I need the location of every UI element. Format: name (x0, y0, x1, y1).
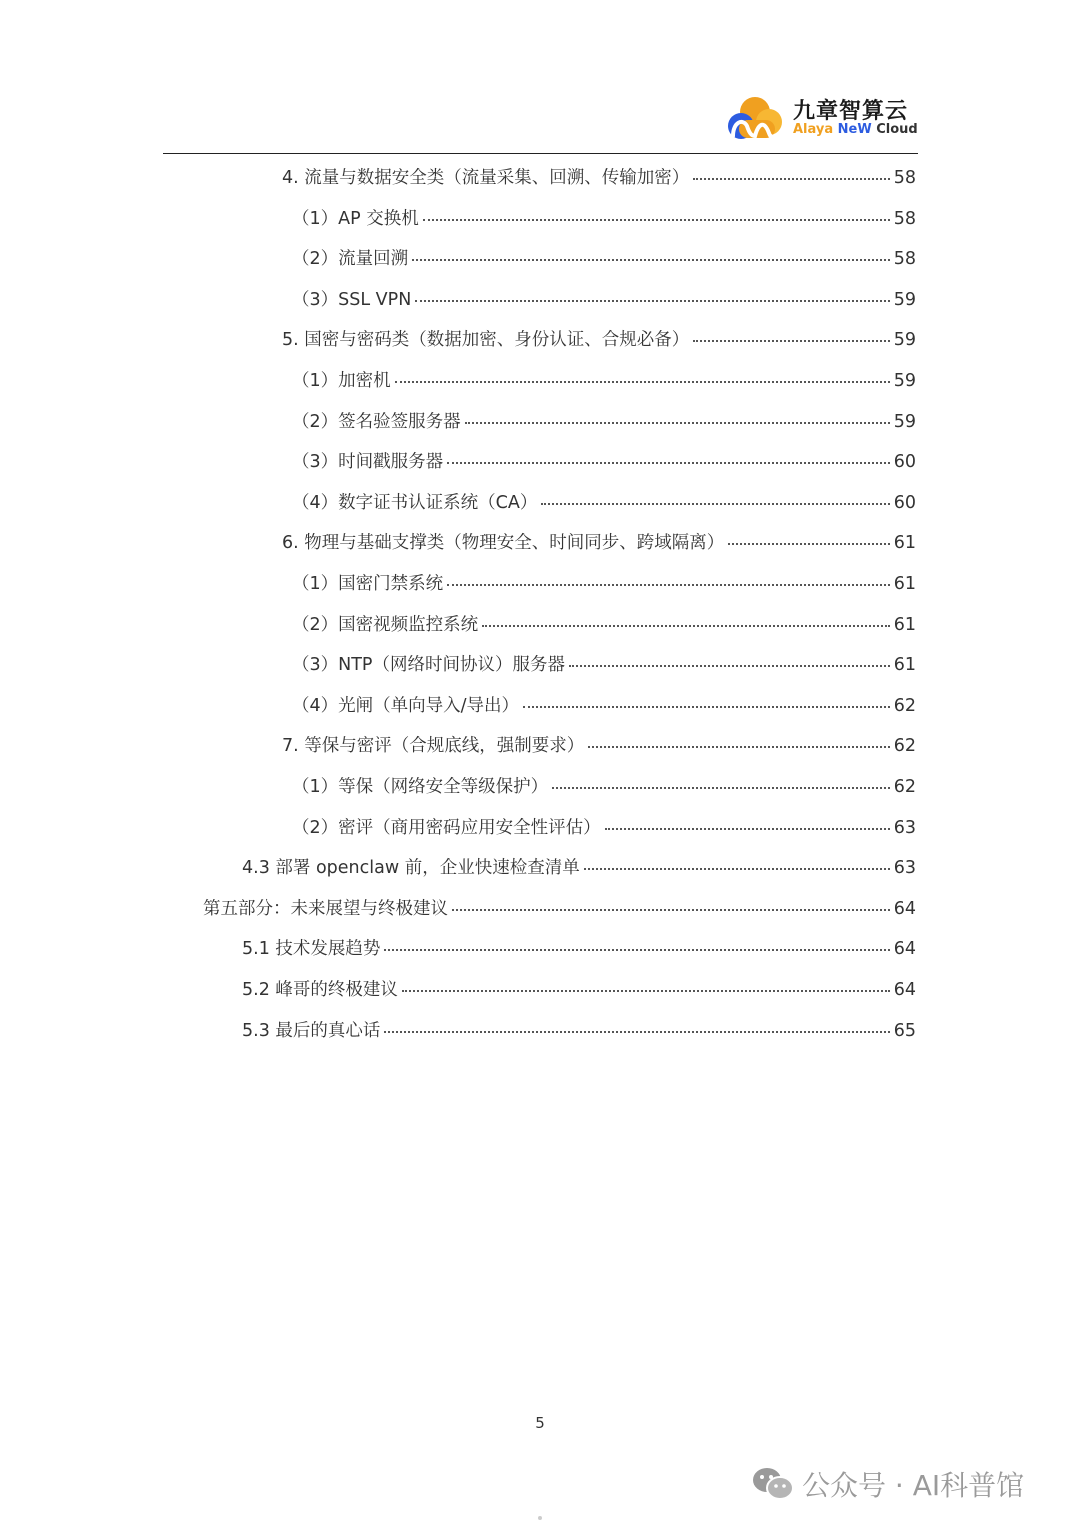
toc-entry-page: 61 (893, 533, 916, 554)
cloud-logo-icon (725, 92, 787, 144)
toc-leader-dots (541, 503, 889, 505)
toc-leader-dots (452, 909, 890, 911)
toc-entry[interactable] (242, 977, 916, 1003)
toc-leader-dots (423, 219, 890, 221)
toc-leader-dots (523, 706, 890, 708)
toc-entry[interactable] (292, 246, 916, 272)
toc-leader-dots (465, 422, 890, 424)
wechat-icon (752, 1466, 794, 1502)
toc-entry[interactable] (292, 368, 916, 394)
toc-entry[interactable] (242, 855, 916, 881)
toc-leader-dots (584, 868, 890, 870)
toc-leader-dots (412, 259, 890, 261)
toc-entry[interactable] (282, 530, 916, 556)
toc-entry-label: （3）NTP（网络时间协议）服务器 (292, 655, 565, 676)
toc-leader-dots (395, 381, 890, 383)
toc-entry[interactable] (292, 693, 916, 719)
toc-entry[interactable] (292, 409, 916, 435)
toc-leader-dots (588, 746, 889, 748)
toc-entry-page: 58 (893, 249, 916, 270)
toc-entry[interactable] (292, 287, 916, 313)
toc-leader-dots (482, 625, 890, 627)
toc-entry-page: 59 (893, 330, 916, 351)
toc-entry-page: 64 (893, 980, 916, 1000)
toc-entry-page: 62 (893, 736, 916, 757)
toc-leader-dots (384, 949, 889, 951)
toc-entry[interactable] (292, 206, 916, 232)
toc-entry-label: 5.2 峰哥的终极建议 (242, 980, 398, 1000)
toc-entry-label: （4）数字证书认证系统（CA） (292, 492, 538, 513)
page-header (0, 0, 1080, 160)
toc-entry-label: （1）AP 交换机 (292, 208, 419, 229)
toc-entry-label: 第五部分：未来展望与终极建议 (203, 898, 448, 919)
logo-chinese-name: 九章智算云 (793, 99, 909, 124)
watermark-text: 公众号 · AI科普馆 (802, 1469, 1025, 1502)
toc-entry-label: （3）SSL VPN (292, 289, 412, 310)
toc-entry[interactable] (292, 490, 916, 516)
toc-entry-label: （2）国密视频监控系统 (292, 614, 479, 635)
toc-leader-dots (447, 462, 890, 464)
toc-entry-label: （4）光闸（单向导入/导出） (292, 695, 520, 716)
toc-entry-label: （2）流量回溯 (292, 249, 409, 270)
toc-entry-label: 7. 等保与密评（合规底线，强制要求） (282, 736, 585, 757)
watermark (752, 1464, 1024, 1504)
toc-leader-dots (552, 787, 890, 789)
toc-entry-page: 64 (893, 898, 916, 919)
decorative-dot (538, 1516, 542, 1520)
toc-entry-page: 64 (893, 939, 916, 960)
toc-entry-label: （3）时间戳服务器 (292, 452, 444, 473)
toc-entry[interactable] (292, 774, 916, 800)
logo (725, 92, 920, 144)
toc-leader-dots (569, 665, 890, 667)
toc-entry[interactable] (242, 1018, 916, 1044)
toc-entry-page: 62 (893, 777, 916, 797)
toc-entry-page: 61 (893, 614, 916, 635)
header-divider (163, 153, 918, 154)
toc-entry[interactable] (282, 327, 916, 353)
toc-leader-dots (415, 300, 889, 302)
toc-entry[interactable] (292, 652, 916, 678)
toc-entry-label: 5.3 最后的真心话 (242, 1020, 381, 1041)
toc-leader-dots (447, 584, 890, 586)
toc-entry-page: 61 (893, 655, 916, 676)
toc-entry[interactable] (282, 733, 916, 759)
toc-entry[interactable] (242, 936, 916, 962)
toc-leader-dots (693, 340, 889, 342)
toc-entry-page: 63 (893, 858, 916, 879)
toc-entry-label: （2）密评（商用密码应用安全性评估） (292, 817, 601, 838)
toc-entry-label: （2）签名验签服务器 (292, 411, 461, 432)
toc-entry[interactable] (292, 571, 916, 597)
toc-entry[interactable] (292, 815, 916, 841)
toc-entry-label: 5. 国密与密码类（数据加密、身份认证、合规必备） (282, 330, 690, 351)
logo-english-name: Alaya NeW Cloud (793, 122, 918, 137)
toc-entry-label: 4.3 部署 openclaw 前，企业快速检查清单 (242, 858, 580, 879)
toc-entry[interactable] (292, 449, 916, 475)
toc-leader-dots (384, 1031, 889, 1033)
toc-entry-page: 59 (893, 289, 916, 310)
toc-entry-label: 4. 流量与数据安全类（流量采集、回溯、传输加密） (282, 168, 690, 188)
toc-entry-page: 63 (893, 817, 916, 838)
toc-entry[interactable] (282, 165, 916, 191)
toc-entry-page: 58 (893, 208, 916, 229)
toc-entry[interactable] (292, 612, 916, 638)
toc-entry-page: 58 (893, 168, 916, 188)
toc-entry-label: 5.1 技术发展趋势 (242, 939, 381, 960)
toc-entry-label: （1）等保（网络安全等级保护） (292, 777, 549, 797)
toc-entry-page: 59 (893, 371, 916, 391)
toc-entry-page: 60 (893, 452, 916, 473)
toc-leader-dots (402, 990, 890, 992)
toc-entry-label: （1）加密机 (292, 371, 391, 391)
toc-entry[interactable] (203, 896, 916, 922)
toc-entry-page: 61 (893, 574, 916, 594)
toc-entry-page: 65 (893, 1020, 916, 1041)
toc-entry-label: 6. 物理与基础支撑类（物理安全、时间同步、跨域隔离） (282, 533, 725, 554)
toc-leader-dots (605, 828, 890, 830)
toc-entry-label: （1）国密门禁系统 (292, 574, 444, 594)
page-number: 5 (535, 1414, 545, 1432)
toc-entry-page: 60 (893, 492, 916, 513)
toc-leader-dots (693, 178, 889, 180)
toc-leader-dots (728, 543, 889, 545)
toc-entry-page: 62 (893, 695, 916, 716)
toc-entry-page: 59 (893, 411, 916, 432)
